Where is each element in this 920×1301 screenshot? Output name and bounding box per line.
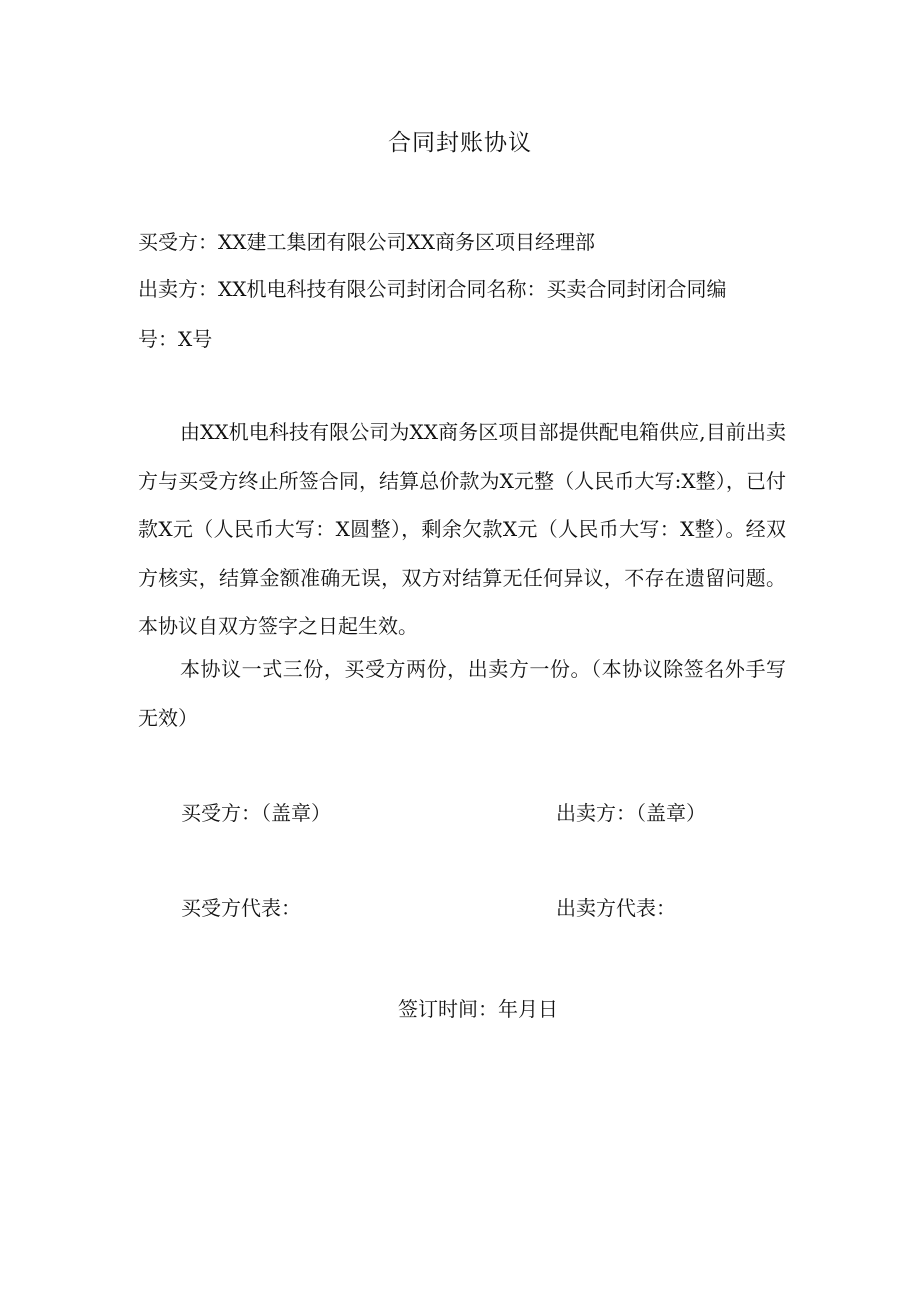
seller-line: 出卖方：XX机电科技有限公司封闭合同名称：买卖合同封闭合同编 (138, 277, 727, 301)
document-title: 合同封账协议 (388, 130, 532, 156)
buyer-line: 买受方：XX建工集团有限公司XX商务区项目经理部 (138, 230, 595, 254)
sign-date: 签订时间：年月日 (398, 997, 558, 1021)
copies-paragraph: 本协议一式三份，买受方两份，出卖方一份。（本协议除签名外手写无效） (138, 657, 786, 730)
settlement-paragraph: 由XX机电科技有限公司为XX商务区项目部提供配电箱供应,目前出卖方与买受方终止所签合同，结算总价款为X元整（人民币大写:X整），已付款X元（人民币大写：X圆整），剩余欠款X元（人民币大写：X整）。经双方核实，结算金额准确无误，双方对结算无任何异议，不存在遗留问题。本协议自双方签字之日起生效。 (138, 420, 786, 638)
buyer-rep-label: 买受方代表： (181, 896, 301, 920)
seller-seal-label: 出卖方：（盖章） (556, 801, 706, 825)
contract-number-line: 号：X号 (138, 327, 213, 351)
seller-rep-label: 出卖方代表： (556, 896, 676, 920)
buyer-seal-label: 买受方：（盖章） (181, 801, 331, 825)
